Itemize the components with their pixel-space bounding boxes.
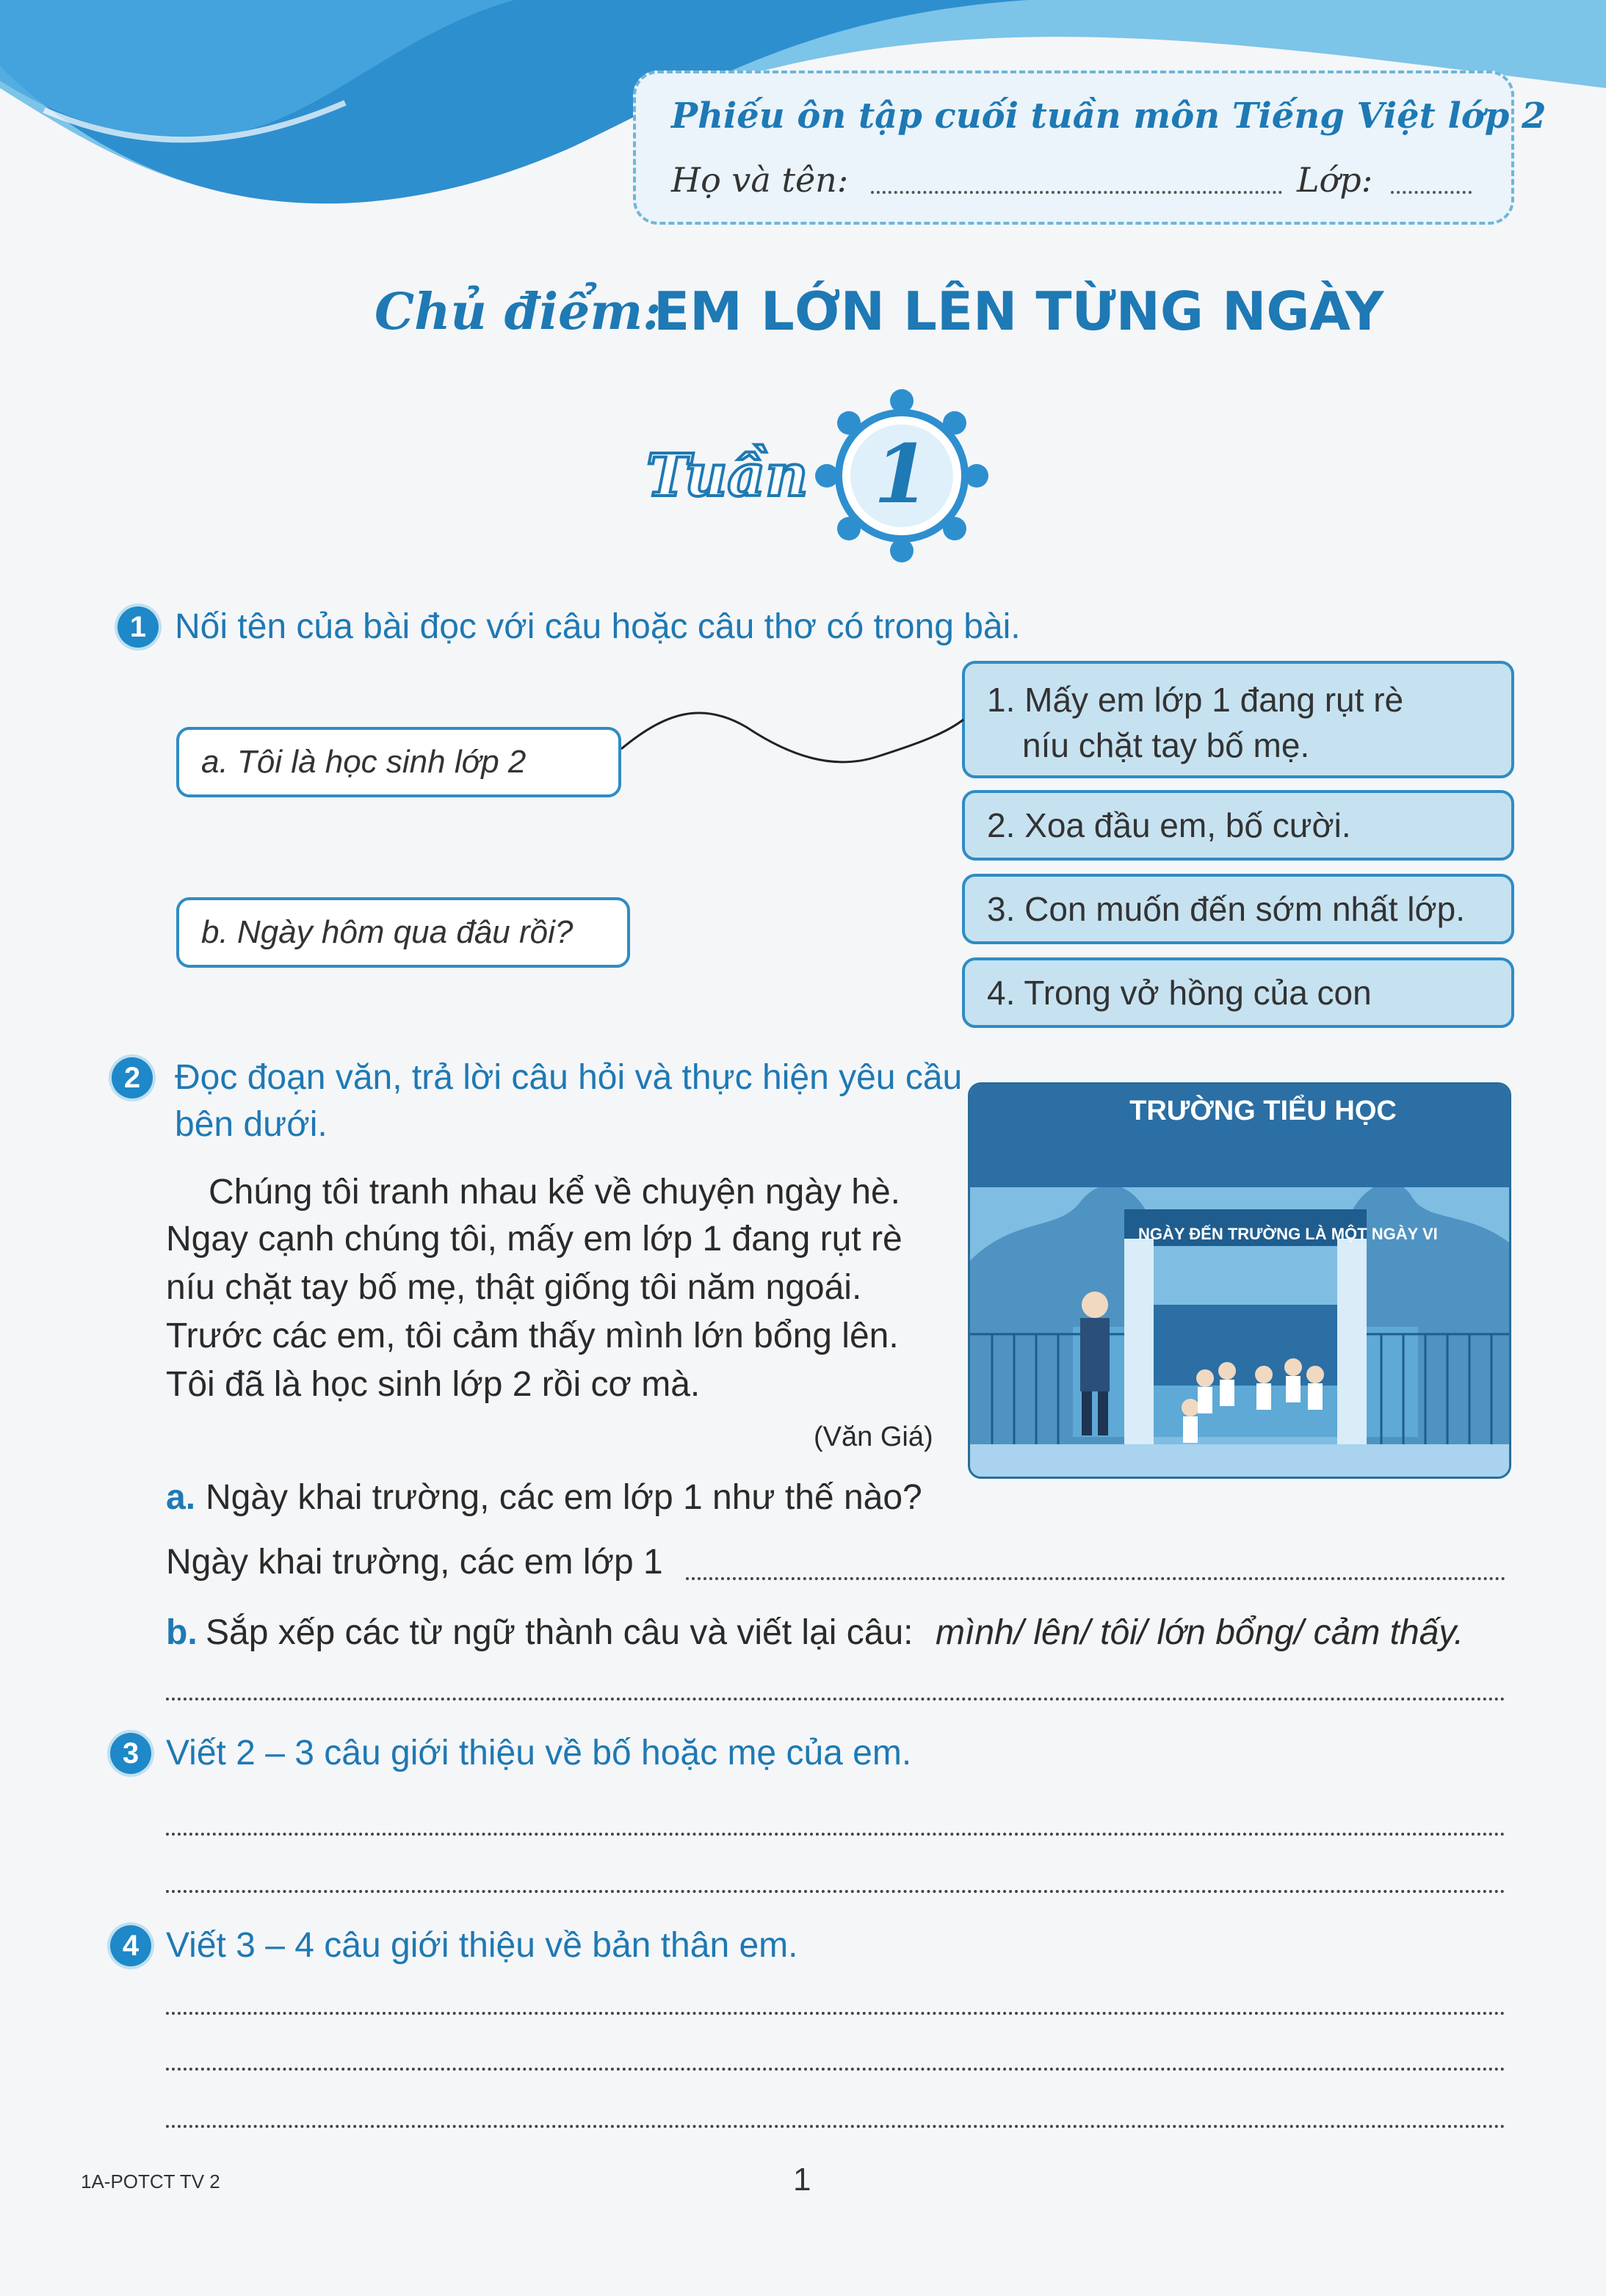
question-2a-answer-prefix: Ngày khai trường, các em lớp 1 (166, 1543, 663, 1582)
question-4-answer-line-3[interactable] (166, 2125, 1505, 2128)
footer-code: 1A-POTCT TV 2 (81, 2170, 220, 2192)
passage-line-3: níu chặt tay bố mẹ, thật giống tôi năm ngoái. (166, 1268, 862, 1307)
school-sign-text: TRƯỜNG TIỂU HỌC (1129, 1096, 1397, 1126)
topic-title: EM LỚN LÊN TỪNG NGÀY (654, 280, 1384, 342)
gate-banner-text: NGÀY ĐẾN TRƯỜNG LÀ MỘT NGÀY VI (1138, 1225, 1438, 1243)
name-answer-line[interactable] (871, 191, 1282, 194)
question-2-text-line2: bên dưới. (175, 1105, 328, 1144)
question-2b-answer-line[interactable] (166, 1698, 1505, 1701)
question-3-number: 3 (110, 1733, 151, 1774)
topic-prefix: Chủ điểm: (375, 283, 662, 341)
question-1-number: 1 (117, 606, 159, 648)
class-answer-line[interactable] (1391, 191, 1472, 194)
match-left-item-b[interactable]: b. Ngày hôm qua đâu rồi? (176, 897, 630, 968)
match-right-item-1[interactable] (962, 661, 1514, 778)
match-connector-line (621, 705, 966, 778)
match-left-item-a[interactable]: a. Tôi là học sinh lớp 2 (176, 727, 621, 797)
question-1-text: Nối tên của bài đọc với câu hoặc câu thơ có trong bài. (175, 607, 1021, 646)
question-2b-label: b. (166, 1613, 198, 1652)
question-4-text: Viết 3 – 4 câu giới thiệu về bản thân em. (166, 1926, 798, 1965)
match-right-item-3[interactable]: 3. Con muốn đến sớm nhất lớp. (962, 874, 1514, 944)
match-right-item-4[interactable]: 4. Trong vở hồng của con (962, 957, 1514, 1028)
worksheet-title: Phiếu ôn tập cuối tuần môn Tiếng Việt lớp 2 (671, 95, 1547, 137)
question-2b-text: Sắp xếp các từ ngữ thành câu và viết lại câu: (206, 1613, 914, 1652)
question-4-number: 4 (110, 1925, 151, 1966)
question-3-text: Viết 2 – 3 câu giới thiệu về bố hoặc mẹ của em. (166, 1734, 912, 1772)
class-label: Lớp: (1297, 160, 1373, 200)
week-number: 1 (873, 427, 930, 521)
page-number: 1 (793, 2162, 811, 2198)
passage-author: (Văn Giá) (814, 1422, 933, 1452)
question-2a-text: Ngày khai trường, các em lớp 1 như thế nào? (206, 1478, 922, 1517)
worksheet-header-box (633, 70, 1547, 225)
passage-line-4: Trước các em, tôi cảm thấy mình lớn bổng lên. (166, 1317, 899, 1355)
match-right-item-1-line2: níu chặt tay bố mẹ. (1022, 726, 1310, 764)
name-label: Họ và tên: (671, 160, 849, 200)
passage-line-2: Ngay cạnh chúng tôi, mấy em lớp 1 đang rụt rè (166, 1220, 903, 1259)
question-2-number: 2 (112, 1057, 153, 1098)
question-2b-words: mình/ lên/ tôi/ lớn bổng/ cảm thấy. (936, 1613, 1464, 1652)
week-number-badge (806, 380, 997, 571)
match-right-item-2[interactable]: 2. Xoa đầu em, bố cười. (962, 790, 1514, 861)
question-3-answer-line-1[interactable] (166, 1833, 1505, 1836)
question-2a-label: a. (166, 1478, 196, 1517)
question-2a-answer-line[interactable] (686, 1577, 1505, 1580)
school-gate-illustration (968, 1082, 1511, 1479)
question-4-answer-line-1[interactable] (166, 2012, 1505, 2015)
passage-line-1: Chúng tôi tranh nhau kể về chuyện ngày hè. (209, 1173, 900, 1212)
match-right-item-1-line1: 1. Mấy em lớp 1 đang rụt rè (987, 681, 1404, 719)
passage-line-5: Tôi đã là học sinh lớp 2 rồi cơ mà. (166, 1365, 701, 1404)
week-label: Tuần (646, 441, 809, 510)
question-2-text-line1: Đọc đoạn văn, trả lời câu hỏi và thực hiện yêu cầu (175, 1058, 963, 1097)
question-4-answer-line-2[interactable] (166, 2068, 1505, 2071)
question-3-answer-line-2[interactable] (166, 1890, 1505, 1893)
